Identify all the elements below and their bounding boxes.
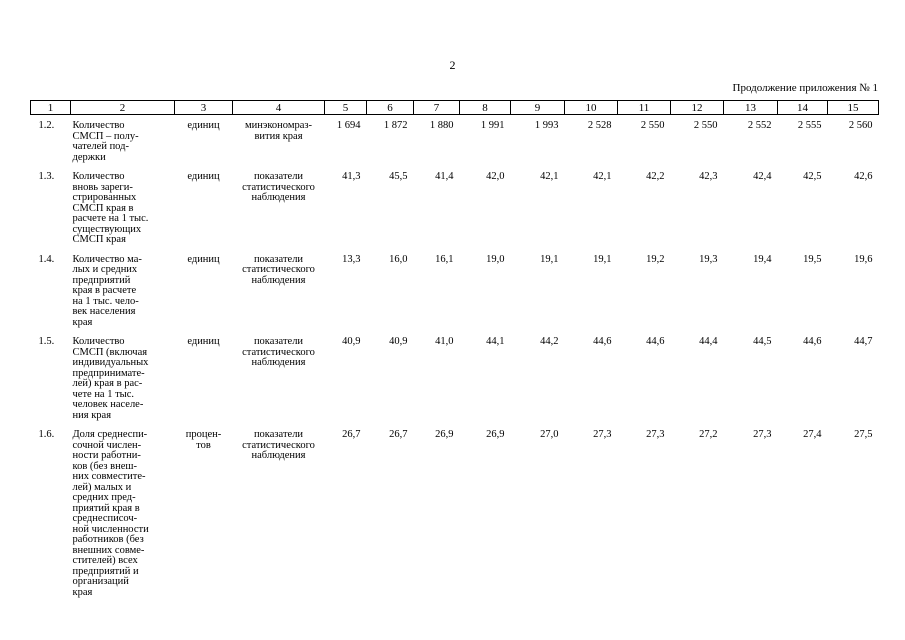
indicator-name-line: чателей под- xyxy=(72,141,129,152)
value-cell: 42,1 xyxy=(540,171,559,182)
value-cell: 26,7 xyxy=(389,429,408,440)
value-cell: 26,9 xyxy=(435,429,454,440)
indicator-name-line: СМСП (включая xyxy=(72,346,148,358)
unit-of-measure-line: тов xyxy=(196,439,211,451)
table-row xyxy=(31,337,879,430)
data-source-line: наблюдения xyxy=(251,274,306,286)
value-cell: 16,0 xyxy=(389,253,408,265)
indicator-name-line: Количество xyxy=(72,171,125,182)
indicator-name-line: стителей) всех xyxy=(72,555,138,566)
indicator-name-line: ной численности xyxy=(72,523,149,535)
value-cell: 42,3 xyxy=(699,171,718,182)
indicator-name-line: ков (без внеш- xyxy=(72,460,137,472)
indicator-name xyxy=(71,115,175,173)
value-cell: 16,1 xyxy=(435,253,454,265)
indicator-name-line: СМСП – полу- xyxy=(72,130,139,142)
data-source-line: наблюдения xyxy=(251,192,306,203)
value-cell: 19,5 xyxy=(803,253,822,265)
indicator-name-line: вновь зареги- xyxy=(72,181,133,193)
indicator-name-line: края xyxy=(72,316,93,328)
value-cell: 1 993 xyxy=(534,120,559,131)
data-source-line: показатели xyxy=(253,171,304,182)
value-cell: 44,6 xyxy=(803,336,822,347)
data-source-line: показатели xyxy=(253,253,304,265)
indicator-name-line: Доля среднеспи- xyxy=(72,429,148,440)
unit-of-measure-line: единиц xyxy=(187,171,220,182)
value-cell: 44,2 xyxy=(540,336,559,347)
indicator-name-line: человек населе- xyxy=(72,399,144,410)
indicator-name-line: Количество xyxy=(72,120,125,131)
indicator-name-line: предприятий и xyxy=(72,565,139,577)
data-source-line: наблюдения xyxy=(251,357,306,368)
value-cell: 2 560 xyxy=(848,120,873,131)
value-cell: 19,2 xyxy=(646,253,665,265)
data-source-line: статистического xyxy=(242,346,315,358)
data-source xyxy=(233,430,325,607)
indicator-name-line: Количество xyxy=(72,336,125,347)
value-cell: 44,7 xyxy=(854,336,873,347)
row-number: 1.5. xyxy=(38,336,55,347)
indicator-name-line: СМСП края xyxy=(72,234,126,245)
value-cell: 19,1 xyxy=(540,253,559,265)
row-number: 1.2. xyxy=(38,120,55,131)
value-cell: 1 872 xyxy=(383,120,408,131)
unit-of-measure xyxy=(175,115,233,173)
value-cell: 42,6 xyxy=(854,171,873,182)
value-cell: 44,6 xyxy=(646,336,665,347)
column-header: 6 xyxy=(367,101,414,115)
table-body xyxy=(31,115,879,608)
column-header: 9 xyxy=(511,101,565,115)
value-cell: 42,2 xyxy=(646,171,665,182)
unit-of-measure-line: единиц xyxy=(187,120,220,131)
indicator-name-line: лых и средних xyxy=(72,264,138,275)
data-source-line: статистического xyxy=(242,439,315,451)
indicator-name-line: век населения xyxy=(72,306,136,317)
indicator-name-line: Количество ма- xyxy=(72,253,142,265)
value-cell: 27,3 xyxy=(753,429,772,440)
value-cell: 13,3 xyxy=(342,253,361,265)
data-source-line: показатели xyxy=(253,429,304,440)
value-cell: 2 555 xyxy=(797,120,822,131)
indicator-name-line: края xyxy=(72,586,93,598)
value-cell: 27,2 xyxy=(699,429,718,440)
data-source-line: показатели xyxy=(253,336,304,347)
indicator-name-line: существующих xyxy=(72,223,142,235)
value-cell: 42,4 xyxy=(753,171,772,182)
value-cell: 19,4 xyxy=(753,253,772,265)
column-header: 8 xyxy=(460,101,511,115)
value-cell: 44,6 xyxy=(593,336,612,347)
continuation-label: Продолжение приложения № 1 xyxy=(732,82,878,94)
indicator-name-line: организаций xyxy=(72,576,129,587)
data-source-line: статистического xyxy=(242,264,315,275)
value-cell: 19,3 xyxy=(699,253,718,265)
indicator-name-line: расчете на 1 тыс. xyxy=(72,213,149,224)
unit-of-measure xyxy=(175,337,233,430)
unit-of-measure-line: единиц xyxy=(187,336,220,347)
indicator-name-line: стрированных xyxy=(72,192,137,203)
table-row xyxy=(31,430,879,607)
indicator-name-line: них совместите- xyxy=(72,471,146,482)
value-cell: 2 552 xyxy=(747,120,772,131)
column-header: 7 xyxy=(414,101,460,115)
indicator-name-line: внешних совме- xyxy=(72,544,145,556)
unit-of-measure xyxy=(175,255,233,338)
column-header: 1 xyxy=(31,101,71,115)
column-header: 11 xyxy=(618,101,671,115)
indicator-name-line: края в расчете xyxy=(72,285,137,296)
value-cell: 27,4 xyxy=(803,429,822,440)
indicator-name-line: ности работни- xyxy=(72,450,141,461)
data-source xyxy=(233,337,325,430)
value-cell: 44,4 xyxy=(699,336,718,347)
table-row xyxy=(31,115,879,173)
indicator-name-line: держки xyxy=(72,151,106,163)
indicator-name xyxy=(71,430,175,607)
data-source xyxy=(233,115,325,173)
table-row xyxy=(31,172,879,255)
value-cell: 42,5 xyxy=(803,171,822,182)
value-cell: 27,0 xyxy=(540,429,559,440)
indicator-name-line: чете на 1 тыс. xyxy=(72,388,135,400)
indicator-name-line: индивидуальных xyxy=(72,357,149,368)
column-header: 10 xyxy=(565,101,618,115)
indicator-name xyxy=(71,337,175,430)
value-cell: 1 880 xyxy=(429,120,454,131)
data-source-line: минэкономраз- xyxy=(244,120,313,131)
column-header: 2 xyxy=(71,101,175,115)
value-cell: 40,9 xyxy=(342,336,361,347)
value-cell: 26,9 xyxy=(486,429,505,440)
indicator-name xyxy=(71,255,175,338)
value-cell: 2 550 xyxy=(693,120,718,131)
table-row xyxy=(31,255,879,338)
data-source-line: статистического xyxy=(242,181,315,193)
value-cell: 1 694 xyxy=(336,120,361,131)
column-header: 5 xyxy=(325,101,367,115)
indicator-name-line: ния края xyxy=(72,409,112,421)
value-cell: 27,3 xyxy=(646,429,665,440)
row-number: 1.6. xyxy=(38,429,55,440)
value-cell: 44,5 xyxy=(753,336,772,347)
data-source-line: вития края xyxy=(254,130,303,142)
column-header: 4 xyxy=(233,101,325,115)
row-number: 1.3. xyxy=(38,171,55,182)
value-cell: 27,3 xyxy=(593,429,612,440)
indicator-name-line: предприятий xyxy=(72,274,131,286)
row-number: 1.4. xyxy=(38,253,55,265)
value-cell: 42,1 xyxy=(593,171,612,182)
column-header: 13 xyxy=(724,101,778,115)
data-source-line: наблюдения xyxy=(251,450,306,461)
page-number: 2 xyxy=(449,58,456,72)
value-cell: 19,1 xyxy=(593,253,612,265)
indicator-name-line: лей) края в рас- xyxy=(72,378,143,389)
indicator-name-line: среднесписоч- xyxy=(72,513,138,524)
indicator-name-line: работников (без xyxy=(72,534,144,545)
value-cell: 41,3 xyxy=(342,171,361,182)
column-header: 15 xyxy=(828,101,879,115)
unit-of-measure-line: единиц xyxy=(187,253,220,265)
indicator-name xyxy=(71,172,175,255)
header-row xyxy=(31,101,879,115)
value-cell: 19,0 xyxy=(486,253,505,265)
indicators-table xyxy=(30,100,879,607)
value-cell: 41,0 xyxy=(435,336,454,347)
indicator-name-line: средних пред- xyxy=(72,492,136,503)
value-cell: 27,5 xyxy=(854,429,873,440)
value-cell: 41,4 xyxy=(435,171,454,182)
indicator-name-line: приятий края в xyxy=(72,502,140,514)
column-header: 14 xyxy=(778,101,828,115)
value-cell: 19,6 xyxy=(854,253,873,265)
indicator-name-line: лей) малых и xyxy=(72,481,132,493)
unit-of-measure xyxy=(175,172,233,255)
data-source xyxy=(233,255,325,338)
column-header: 3 xyxy=(175,101,233,115)
indicator-name-line: СМСП края в xyxy=(72,202,134,214)
value-cell: 42,0 xyxy=(486,171,505,182)
unit-of-measure-line: процен- xyxy=(185,429,222,440)
value-cell: 44,1 xyxy=(486,336,505,347)
value-cell: 2 528 xyxy=(587,120,612,131)
value-cell: 45,5 xyxy=(389,171,408,182)
value-cell: 1 991 xyxy=(480,120,505,131)
column-header: 12 xyxy=(671,101,724,115)
indicator-name-line: на 1 тыс. чело- xyxy=(72,295,139,307)
indicator-name-line: сочной числен- xyxy=(72,439,142,451)
indicator-name-line: предпринимате- xyxy=(72,367,145,379)
data-source xyxy=(233,172,325,255)
value-cell: 2 550 xyxy=(640,120,665,131)
value-cell: 26,7 xyxy=(342,429,361,440)
unit-of-measure xyxy=(175,430,233,607)
value-cell: 40,9 xyxy=(389,336,408,347)
